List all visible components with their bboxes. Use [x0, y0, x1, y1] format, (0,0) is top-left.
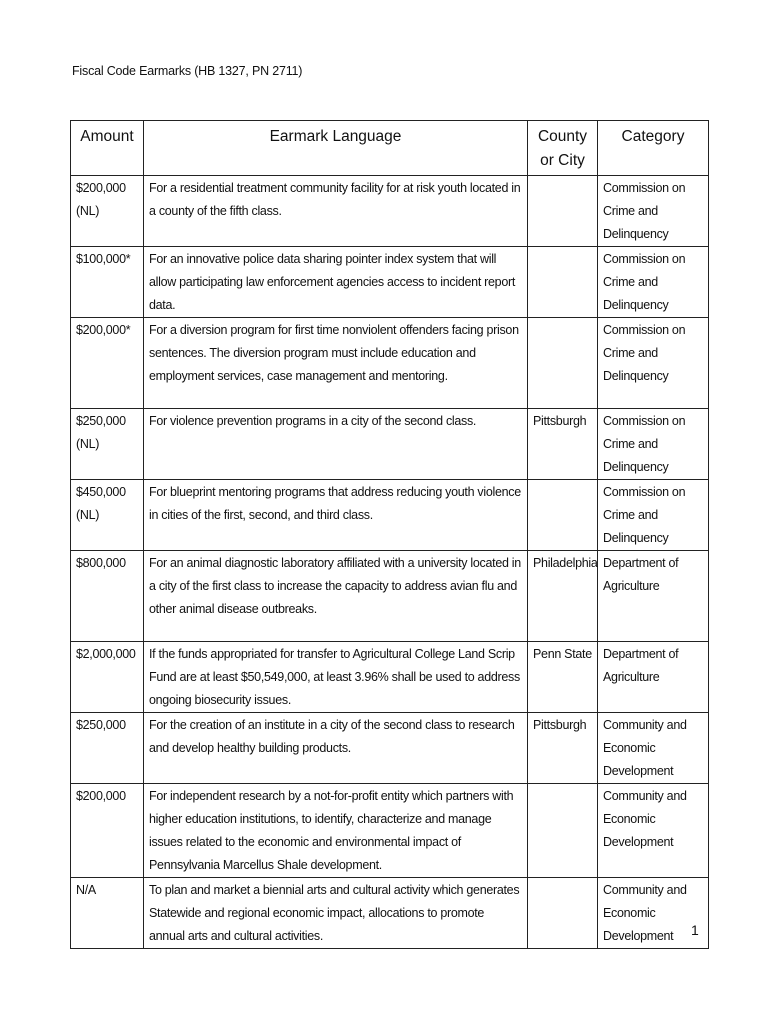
cell-language: For a residential treatment community facility for at risk youth located in a county of the fifth class. — [144, 176, 528, 247]
page-number: 1 — [691, 922, 699, 938]
cell-language: For violence prevention programs in a city of the second class. — [144, 409, 528, 480]
cell-amount: $450,000 (NL) — [71, 480, 144, 551]
cell-language: To plan and market a biennial arts and cultural activity which generates Statewide and regional economic impact, allocations to promote annual arts and cultural activities. — [144, 878, 528, 949]
table-row — [71, 784, 709, 878]
table-header-row — [71, 121, 709, 176]
cell-amount: $2,000,000 — [71, 642, 144, 713]
cell-category: Community and Economic Development — [598, 784, 709, 878]
header-earmark-language: Earmark Language — [144, 121, 528, 176]
cell-language: For an animal diagnostic laboratory affiliated with a university located in a city of the first class to increase the capacity to address avian flu and other animal disease outbreaks. — [144, 551, 528, 642]
table-row — [71, 247, 709, 318]
cell-county: Pittsburgh — [528, 713, 598, 784]
cell-language: For blueprint mentoring programs that address reducing youth violence in cities of the first, second, and third class. — [144, 480, 528, 551]
cell-language: For an innovative police data sharing pointer index system that will allow participating law enforcement agencies access to incident report data. — [144, 247, 528, 318]
cell-language: For independent research by a not-for-profit entity which partners with higher education institutions, to identify, characterize and manage issues related to the economic and environmental impact of Pennsylvania Marcellus Shale development. — [144, 784, 528, 878]
table-row — [71, 409, 709, 480]
cell-amount: $200,000 — [71, 784, 144, 878]
cell-amount: $100,000* — [71, 247, 144, 318]
table-row — [71, 551, 709, 642]
cell-county: Pittsburgh — [528, 409, 598, 480]
cell-language: For the creation of an institute in a city of the second class to research and develop healthy building products. — [144, 713, 528, 784]
cell-amount: N/A — [71, 878, 144, 949]
cell-county — [528, 176, 598, 247]
cell-amount: $250,000 — [71, 713, 144, 784]
cell-county: Penn State — [528, 642, 598, 713]
cell-language: If the funds appropriated for transfer to Agricultural College Land Scrip Fund are at least $50,549,000, at least 3.96% shall be used to address ongoing biosecurity issues. — [144, 642, 528, 713]
cell-category: Commission on Crime and Delinquency — [598, 409, 709, 480]
earmarks-table — [70, 120, 709, 949]
cell-county — [528, 878, 598, 949]
cell-category: Commission on Crime and Delinquency — [598, 176, 709, 247]
table-row — [71, 642, 709, 713]
table-row — [71, 176, 709, 247]
cell-category: Department of Agriculture — [598, 551, 709, 642]
cell-category: Community and Economic Development — [598, 878, 709, 949]
cell-category: Community and Economic Development — [598, 713, 709, 784]
cell-language: For a diversion program for first time nonviolent offenders facing prison sentences. The diversion program must include education and employment services, case management and mentoring. — [144, 318, 528, 409]
table-row — [71, 878, 709, 949]
cell-amount: $200,000 (NL) — [71, 176, 144, 247]
cell-amount: $800,000 — [71, 551, 144, 642]
cell-category: Commission on Crime and Delinquency — [598, 247, 709, 318]
header-category: Category — [598, 121, 709, 176]
document-title: Fiscal Code Earmarks (HB 1327, PN 2711) — [72, 64, 303, 78]
cell-amount: $200,000* — [71, 318, 144, 409]
cell-county — [528, 480, 598, 551]
cell-category: Commission on Crime and Delinquency — [598, 480, 709, 551]
cell-category: Department of Agriculture — [598, 642, 709, 713]
table-row — [71, 318, 709, 409]
cell-amount: $250,000 (NL) — [71, 409, 144, 480]
cell-category: Commission on Crime and Delinquency — [598, 318, 709, 409]
cell-county — [528, 247, 598, 318]
header-amount: Amount — [71, 121, 144, 176]
cell-county — [528, 318, 598, 409]
header-county-or-city: County or City — [528, 121, 598, 176]
cell-county: Philadelphia — [528, 551, 598, 642]
cell-county — [528, 784, 598, 878]
table-row — [71, 713, 709, 784]
table-row — [71, 480, 709, 551]
